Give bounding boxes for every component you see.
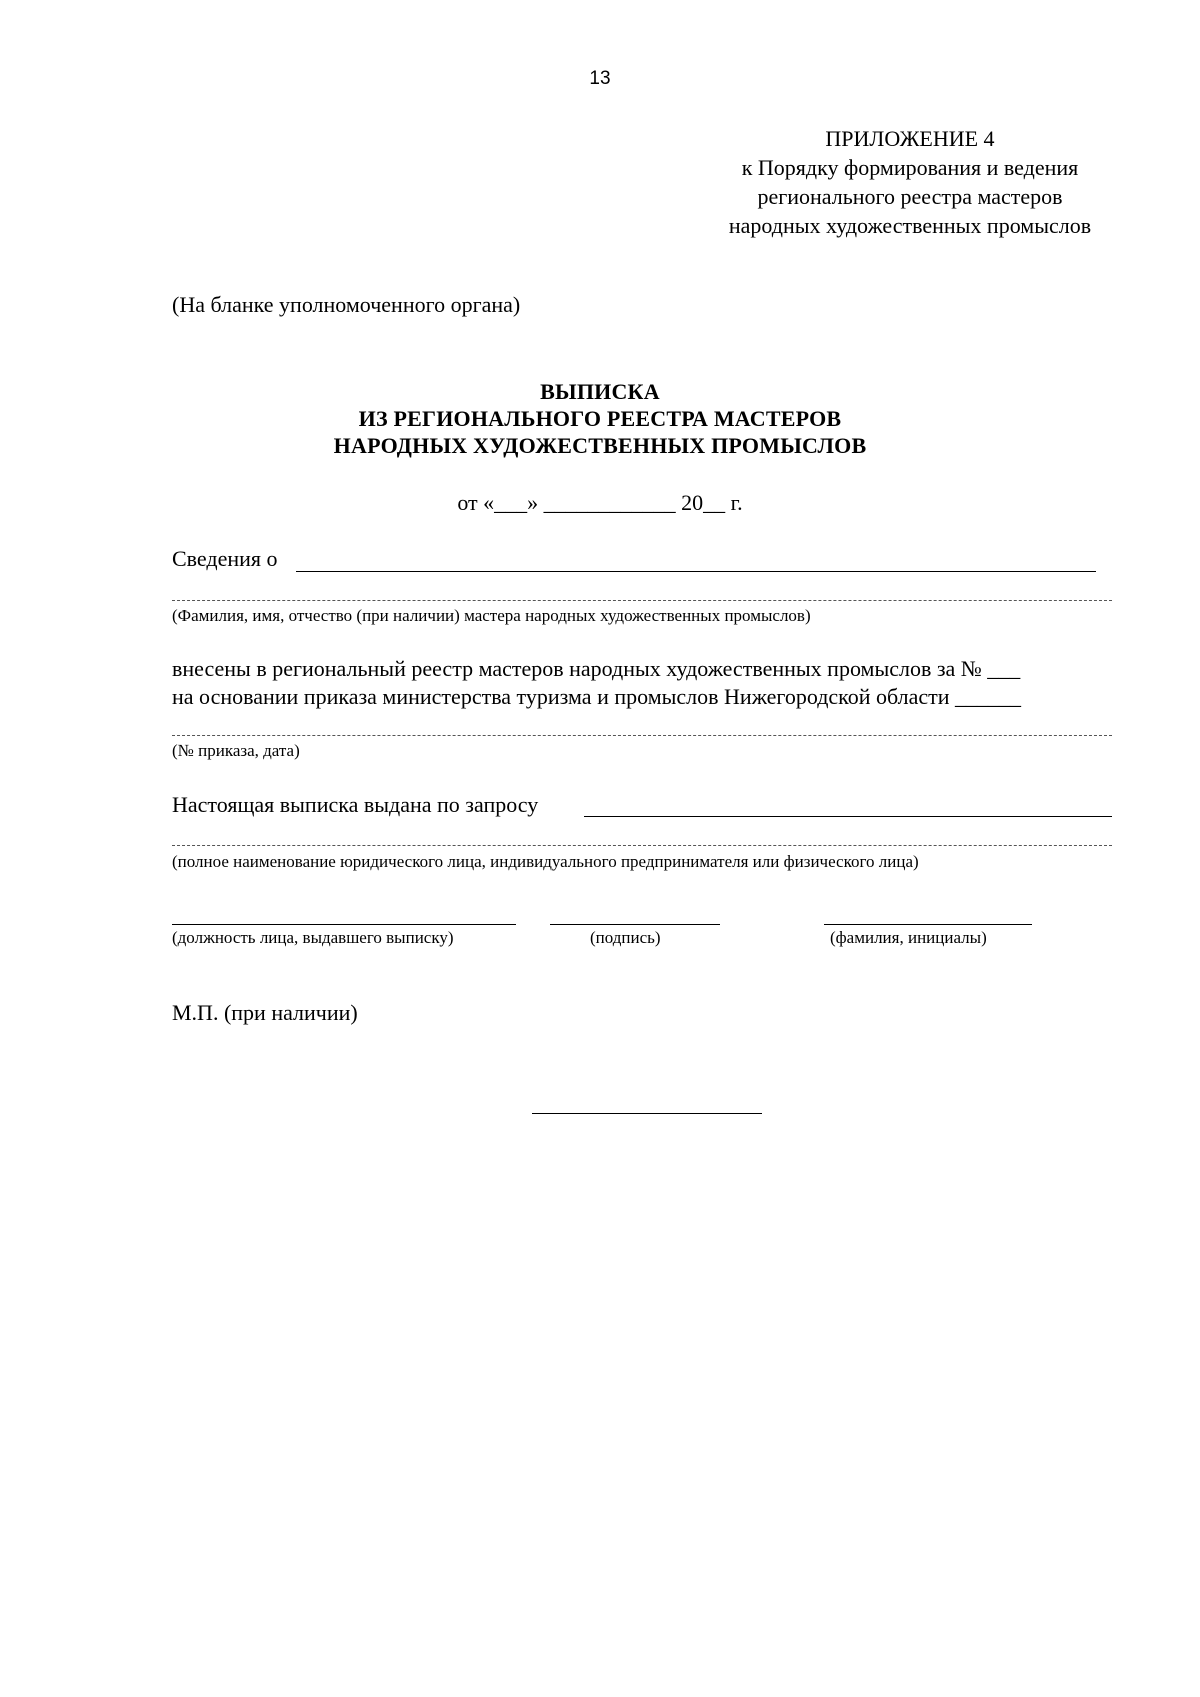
document-title-line-3: НАРОДНЫХ ХУДОЖЕСТВЕННЫХ ПРОМЫСЛОВ <box>333 433 867 458</box>
document-title-line-2: ИЗ РЕГИОНАЛЬНОГО РЕЕСТРА МАСТЕРОВ <box>358 406 842 431</box>
registry-entry-line-2: на основании приказа министерства туризма и промыслов Нижегородской области ______ <box>172 684 1022 709</box>
name-signature-line[interactable] <box>824 924 1032 925</box>
blank-note: (На бланке уполномоченного органа) <box>172 292 521 317</box>
request-fill-line[interactable] <box>584 816 1112 817</box>
appendix-block <box>680 124 1140 240</box>
document-title <box>0 378 1200 459</box>
order-fill-line[interactable] <box>172 735 1112 736</box>
page-number: 13 <box>589 68 611 89</box>
appendix-line-1: к Порядку формирования и ведения <box>741 155 1079 180</box>
request-label: Настоящая выписка выдана по запросу <box>172 792 539 817</box>
appendix-line-2: регионального реестра мастеров <box>757 184 1063 209</box>
registry-entry-caption: (№ приказа, дата) <box>172 741 300 760</box>
date-line: от «___» ____________ 20__ г. <box>457 490 743 515</box>
signature-caption: (подпись) <box>590 928 661 947</box>
appendix-title: ПРИЛОЖЕНИЕ 4 <box>825 126 995 151</box>
request-caption: (полное наименование юридического лица, индивидуального предпринимателя или физического лица) <box>172 852 919 871</box>
info-about-fill-line-2[interactable] <box>172 600 1112 601</box>
info-about-caption: (Фамилия, имя, отчество (при наличии) мастера народных художественных промыслов) <box>172 606 811 625</box>
position-signature-line[interactable] <box>172 924 516 925</box>
info-about-fill-line[interactable] <box>296 571 1096 572</box>
registry-entry-line-1: внесены в региональный реестр мастеров народных художественных промыслов за № ___ <box>172 656 1021 681</box>
info-about-label: Сведения о <box>172 546 278 571</box>
request-fill-line-2[interactable] <box>172 845 1112 846</box>
position-caption: (должность лица, выдавшего выписку) <box>172 928 454 947</box>
appendix-line-3: народных художественных промыслов <box>728 213 1092 238</box>
document-title-line-1: ВЫПИСКА <box>540 379 660 404</box>
signature-line[interactable] <box>550 924 720 925</box>
name-caption: (фамилия, инициалы) <box>830 928 987 947</box>
stamp-note: М.П. (при наличии) <box>172 1000 358 1025</box>
closing-separator <box>532 1113 762 1114</box>
